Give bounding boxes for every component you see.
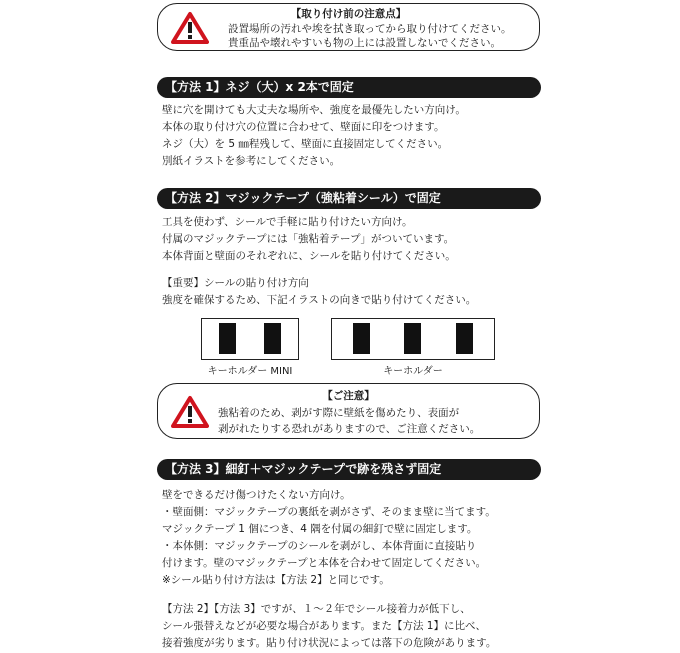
notice-line: 設置場所の汚れや埃を拭き取ってから取り付けてください。 [228, 23, 512, 35]
notice-title: 【取り付け前の注意点】 [290, 8, 407, 20]
footer-line: 接着強度が劣ります。貼り付け状況によっては落下の危険があります。 [162, 637, 497, 649]
method2-line: 付属のマジックテープには「強粘着テープ」がついています。 [162, 233, 455, 245]
method1-line: 別紙イラストを参考にしてください。 [162, 155, 341, 167]
important-line: 【重要】シールの貼り付け方向 [162, 277, 309, 289]
notice-line: 貴重品や壊れやすいも物の上には設置しないでください。 [228, 37, 501, 49]
method3-line: 壁をできるだけ傷つけたくない方向け。 [162, 489, 351, 501]
tape-strip [353, 323, 370, 354]
method1-heading: 【方法 1】ネジ（大）x 2本で固定 [157, 77, 541, 98]
method1-line: ネジ（大）を 5 ㎜程残して、壁面に直接固定してください。 [162, 138, 449, 150]
notice-title: 【ご注意】 [322, 390, 375, 402]
method1-line: 本体の取り付け穴の位置に合わせて、壁面に印をつけます。 [162, 121, 445, 133]
tape-strip [404, 323, 421, 354]
footer-line: シール張替えなどが必要な場合があります。また【方法 1】に比べ、 [162, 620, 486, 632]
method2-line: 本体背面と壁面のそれぞれに、シールを貼り付けてください。 [162, 250, 456, 262]
footer-line: 【方法 2】【方法 3】ですが、１～２年でシール接着力が低下し、 [162, 603, 471, 615]
method3-line: ※シール貼り付け方法は【方法 2】と同じです。 [162, 574, 390, 586]
tape-diagram-mini [201, 318, 299, 360]
diagram-label-mini: キーホルダー MINI [207, 366, 293, 377]
method3-line: ・壁面側：マジックテープの裏紙を剥がさず、そのまま壁に当てます。 [162, 506, 496, 518]
method2-line: 工具を使わず、シールで手軽に貼り付けたい方向け。 [162, 216, 413, 228]
tape-strip [219, 323, 236, 354]
diagram-label-regular: キーホルダー [383, 366, 443, 377]
tape-strip [264, 323, 281, 354]
notice-line: 強粘着のため、剥がす際に壁紙を傷めたり、表面が [218, 407, 460, 419]
method1-line: 壁に穴を開けても大丈夫な場所や、強度を最優先したい方向け。 [162, 104, 466, 116]
tape-diagram-regular [331, 318, 495, 360]
pre-installation-notice [157, 3, 540, 51]
notice-line: 剥がれたりする恐れがありますので、ご注意ください。 [218, 423, 481, 435]
tape-strip [456, 323, 473, 354]
method3-line: ・本体側：マジックテープのシールを剥がし、本体背面に直接貼り [162, 540, 477, 552]
caution-notice [157, 383, 540, 439]
method3-heading: 【方法 3】細釘＋マジックテープで跡を残さず固定 [157, 459, 541, 480]
method3-line: マジックテープ 1 個につき、4 隅を付属の細釘で壁に固定します。 [162, 523, 478, 535]
method2-heading: 【方法 2】マジックテープ（強粘着シール）で固定 [157, 188, 541, 209]
important-line: 強度を確保するため、下記イラストの向きで貼り付けてください。 [162, 294, 477, 306]
method3-line: 付けます。壁のマジックテープと本体を合わせて固定してください。 [162, 557, 487, 569]
